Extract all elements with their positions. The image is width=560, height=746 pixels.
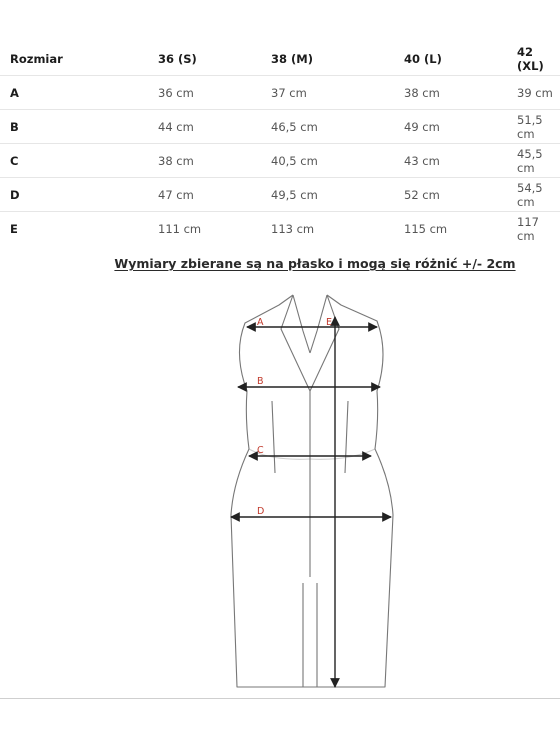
cell-e-40l: 115 cm [404,221,448,236]
header-36s: 36 (S) [158,42,271,76]
cell-a-36s: 36 cm [158,76,271,110]
measurement-note [0,256,560,271]
table-row [0,144,560,178]
label-e: E [326,317,333,328]
table-row [0,178,560,212]
cell-b-42xl: 51,5 cm [517,110,560,144]
label-c: C [257,445,264,456]
cell-c-42xl: 45,5 cm [517,144,560,178]
cell-b-38m: 46,5 cm [271,110,404,144]
cell-d-42xl: 54,5 cm [517,178,560,212]
measurement-arrows [231,317,391,687]
cell-d-40l: 52 cm [404,178,517,212]
cell-e-38m: 113 cm [271,221,315,236]
dress-outline [231,295,393,687]
measurement-labels [257,317,332,517]
cell-a-38m: 37 cm [271,76,404,110]
cell-b-40l: 49 cm [404,110,517,144]
row-label-a: A [0,76,158,110]
cell-c-40l: 43 cm [404,144,517,178]
row-label-e: E [10,221,18,236]
header-42xl: 42 (XL) [517,42,560,76]
header-40l: 40 (L) [404,42,517,76]
table-row [0,76,560,110]
label-d: D [257,506,265,517]
measurement-note-text: Wymiary zbierane są na płasko i mogą się różnić +/- 2cm [114,256,516,271]
label-b: B [257,376,264,387]
bottom-divider [0,698,560,699]
row-label-d: D [0,178,158,212]
header-size: Rozmiar [0,42,158,76]
size-table-header-row [0,42,560,76]
row-label-b: B [0,110,158,144]
cell-c-36s: 38 cm [158,144,271,178]
cell-e-42xl: 117 cm [517,214,539,243]
label-a: A [257,317,264,328]
cell-e-36s: 111 cm [158,221,202,236]
cell-d-38m: 49,5 cm [271,178,404,212]
row-label-c: C [0,144,158,178]
cell-a-42xl: 39 cm [517,76,560,110]
cell-b-36s: 44 cm [158,110,271,144]
cell-a-40l: 38 cm [404,76,517,110]
table-row [0,110,560,144]
cell-d-36s: 47 cm [158,178,271,212]
size-table [0,42,560,245]
cell-c-38m: 40,5 cm [271,144,404,178]
header-38m: 38 (M) [271,42,404,76]
dress-measurement-diagram [183,283,437,703]
table-row [0,212,560,246]
